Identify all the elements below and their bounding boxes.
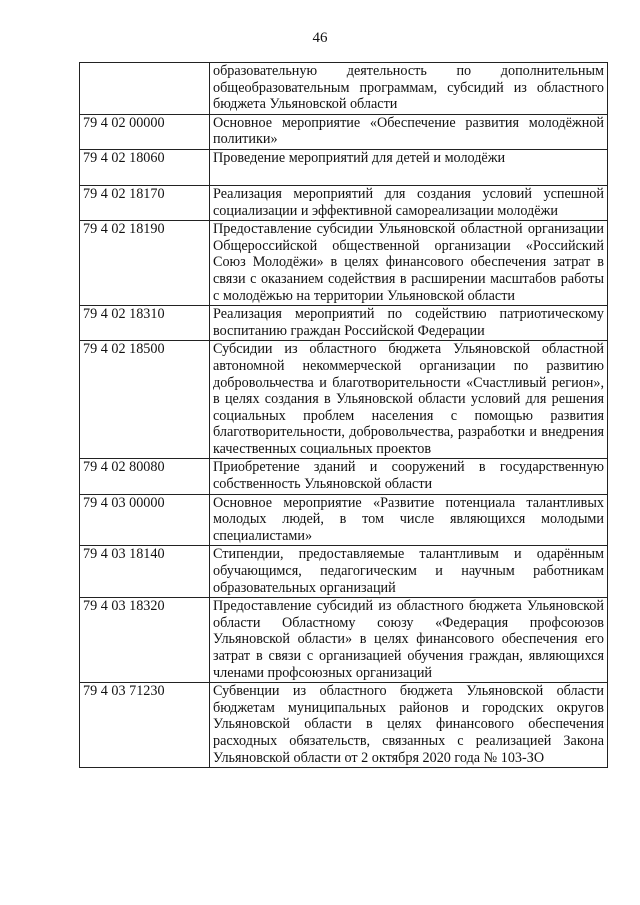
table-row (80, 185, 608, 220)
table-row (80, 341, 608, 459)
row-description: образовательную деятельность по дополнительным общеобразовательным программам, субсидий из областного бюджета Ульяновской области (210, 63, 608, 115)
row-code: 79 4 03 18320 (80, 598, 210, 683)
row-code: 79 4 02 18060 (80, 149, 210, 185)
table-row (80, 494, 608, 546)
row-description: Основное мероприятие «Развитие потенциала талантливых молодых людей, в том числе являющихся молодыми специалистами» (210, 494, 608, 546)
budget-classification-table (79, 62, 608, 768)
row-code: 79 4 02 18500 (80, 341, 210, 459)
row-code: 79 4 02 80080 (80, 459, 210, 494)
table-row (80, 63, 608, 115)
table-row (80, 306, 608, 341)
table-row (80, 683, 608, 768)
row-code: 79 4 03 00000 (80, 494, 210, 546)
row-description: Предоставление субсидии Ульяновской областной организации Общероссийской общественной организации «Российский Союз Молодёжи» в целях финансового обеспечения затрат в связи с оказанием содействия в расширении масштабов работы с молодёжью на территории Ульяновской области (210, 221, 608, 306)
row-code: 79 4 02 18310 (80, 306, 210, 341)
table-row (80, 114, 608, 149)
row-code: 79 4 03 71230 (80, 683, 210, 768)
row-description: Реализация мероприятий для создания условий успешной социализации и эффективной самореализации молодёжи (210, 185, 608, 220)
row-description: Предоставление субсидий из областного бюджета Ульяновской области Областному союзу «Федерация профсоюзов Ульяновской области» в целях финансового обеспечения его затрат в связи с организацией обучения граждан, являющихся членами профсоюзных организаций (210, 598, 608, 683)
table-row (80, 598, 608, 683)
table-row (80, 149, 608, 185)
page-number: 46 (312, 30, 328, 46)
table-row (80, 546, 608, 598)
table-row (80, 459, 608, 494)
row-description: Реализация мероприятий по содействию патриотическому воспитанию граждан Российской Федерации (210, 306, 608, 341)
row-code: 79 4 02 18190 (80, 221, 210, 306)
row-code (80, 63, 210, 115)
row-code: 79 4 02 18170 (80, 185, 210, 220)
row-description: Основное мероприятие «Обеспечение развития молодёжной политики» (210, 114, 608, 149)
row-description: Проведение мероприятий для детей и молодёжи (210, 149, 608, 185)
row-code: 79 4 03 18140 (80, 546, 210, 598)
table-row (80, 221, 608, 306)
row-code: 79 4 02 00000 (80, 114, 210, 149)
row-description: Субсидии из областного бюджета Ульяновской областной автономной некоммерческой организации по развитию добровольчества и благотворительности «Счастливый регион», в целях создания в Ульяновской области условий для решения социальных проблем населения с помощью развития благотворительности, добровольчества, разработки и внедрения качественных социальных проектов (210, 341, 608, 459)
row-description: Субвенции из областного бюджета Ульяновской области бюджетам муниципальных районов и городских округов Ульяновской области в целях финансового обеспечения расходных обязательств, связанных с реализацией Закона Ульяновской области от 2 октября 2020 года № 103-ЗО (210, 683, 608, 768)
row-description: Приобретение зданий и сооружений в государственную собственность Ульяновской области (210, 459, 608, 494)
row-description: Стипендии, предоставляемые талантливым и одарённым обучающимся, педагогическим и научным работникам образовательных организаций (210, 546, 608, 598)
